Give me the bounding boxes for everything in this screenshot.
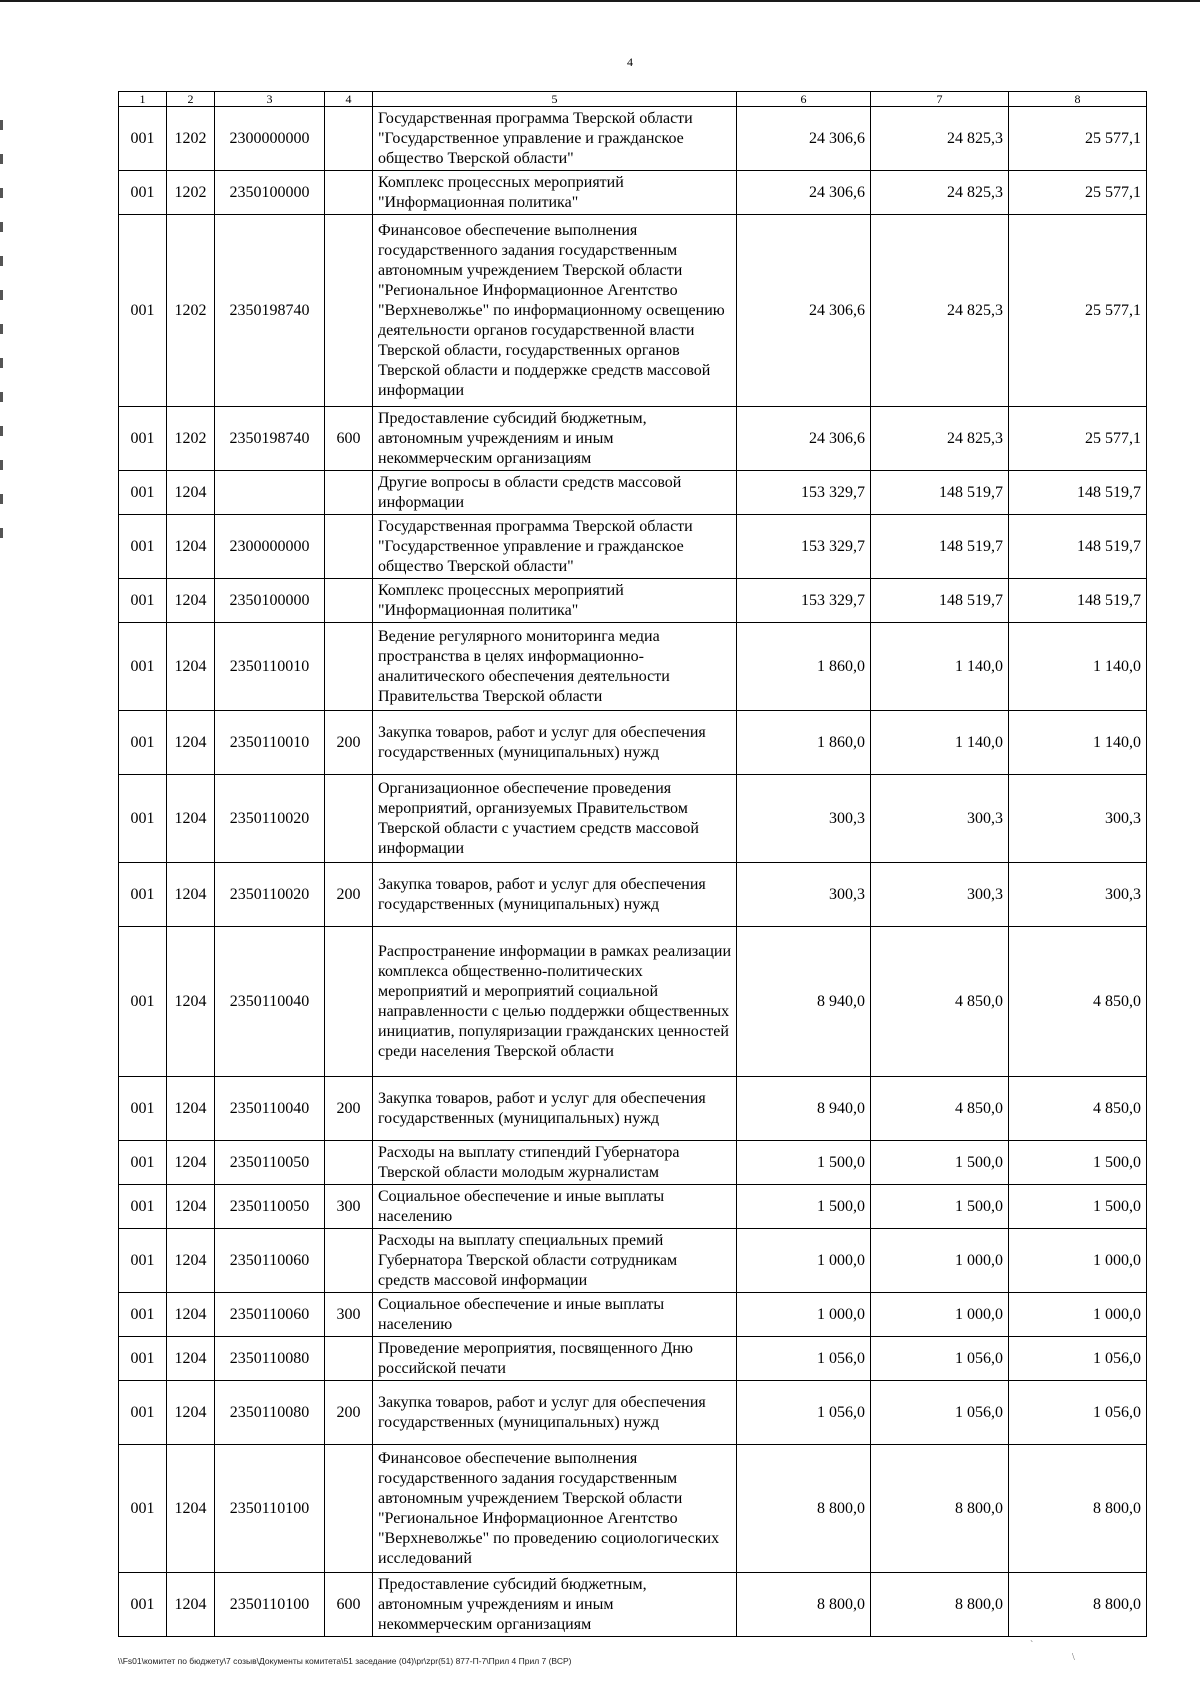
target-article-code: 2300000000 xyxy=(215,107,325,171)
section-code: 1204 xyxy=(167,1445,215,1573)
ministry-code: 001 xyxy=(119,1141,167,1185)
amount-col7: 24 825,3 xyxy=(871,407,1009,471)
ministry-code: 001 xyxy=(119,1185,167,1229)
column-header: 4 xyxy=(325,92,373,107)
item-name: Расходы на выплату специальных премий Губернатора Тверской области сотрудникам средств массовой информации xyxy=(373,1229,737,1293)
amount-col6: 24 306,6 xyxy=(737,107,871,171)
table-row xyxy=(119,215,1147,407)
item-name: Закупка товаров, работ и услуг для обеспечения государственных (муниципальных) нужд xyxy=(373,1381,737,1445)
section-code: 1202 xyxy=(167,407,215,471)
ministry-code: 001 xyxy=(119,711,167,775)
ministry-code: 001 xyxy=(119,1445,167,1573)
item-name: Финансовое обеспечение выполнения государственного задания государственным автономным учреждением Тверской области "Региональное Информационное Агентство "Верхневолжье" по проведению социологических исследований xyxy=(373,1445,737,1573)
target-article-code: 2350110040 xyxy=(215,927,325,1077)
expense-type-code xyxy=(325,775,373,863)
amount-col8: 1 000,0 xyxy=(1009,1293,1147,1337)
page-number: 4 xyxy=(627,55,633,69)
expense-type-code xyxy=(325,623,373,711)
section-code: 1204 xyxy=(167,1229,215,1293)
section-code: 1204 xyxy=(167,623,215,711)
item-name: Ведение регулярного мониторинга медиа пространства в целях информационно-аналитического обеспечения деятельности Правительства Тверской области xyxy=(373,623,737,711)
ministry-code: 001 xyxy=(119,1229,167,1293)
item-name: Комплекс процессных мероприятий "Информационная политика" xyxy=(373,171,737,215)
target-article-code: 2350110050 xyxy=(215,1185,325,1229)
scan-speck: ` xyxy=(1030,1640,1034,1651)
column-header: 7 xyxy=(871,92,1009,107)
section-code: 1202 xyxy=(167,107,215,171)
amount-col8: 8 800,0 xyxy=(1009,1573,1147,1637)
expense-type-code xyxy=(325,1229,373,1293)
table-row xyxy=(119,1337,1147,1381)
table-row xyxy=(119,863,1147,927)
ministry-code: 001 xyxy=(119,407,167,471)
amount-col8: 8 800,0 xyxy=(1009,1445,1147,1573)
amount-col6: 24 306,6 xyxy=(737,407,871,471)
table-row xyxy=(119,927,1147,1077)
amount-col8: 4 850,0 xyxy=(1009,1077,1147,1141)
table-row xyxy=(119,471,1147,515)
section-code: 1204 xyxy=(167,1185,215,1229)
expense-type-code xyxy=(325,927,373,1077)
section-code: 1204 xyxy=(167,1141,215,1185)
amount-col6: 300,3 xyxy=(737,775,871,863)
amount-col6: 1 056,0 xyxy=(737,1381,871,1445)
budget-table xyxy=(118,91,1147,1637)
expense-type-code xyxy=(325,171,373,215)
expense-type-code: 600 xyxy=(325,1573,373,1637)
ministry-code: 001 xyxy=(119,1077,167,1141)
amount-col6: 1 500,0 xyxy=(737,1185,871,1229)
table-row xyxy=(119,1445,1147,1573)
amount-col8: 1 056,0 xyxy=(1009,1381,1147,1445)
item-name: Предоставление субсидий бюджетным, автономным учреждениям и иным некоммерческим организациям xyxy=(373,407,737,471)
ministry-code: 001 xyxy=(119,775,167,863)
amount-col8: 25 577,1 xyxy=(1009,407,1147,471)
amount-col8: 148 519,7 xyxy=(1009,515,1147,579)
amount-col7: 1 000,0 xyxy=(871,1293,1009,1337)
column-header: 1 xyxy=(119,92,167,107)
amount-col8: 25 577,1 xyxy=(1009,171,1147,215)
ministry-code: 001 xyxy=(119,171,167,215)
ministry-code: 001 xyxy=(119,107,167,171)
expense-type-code xyxy=(325,515,373,579)
table-row xyxy=(119,1229,1147,1293)
amount-col6: 1 860,0 xyxy=(737,623,871,711)
table-row xyxy=(119,171,1147,215)
amount-col7: 148 519,7 xyxy=(871,471,1009,515)
expense-type-code xyxy=(325,107,373,171)
expense-type-code xyxy=(325,579,373,623)
item-name: Проведение мероприятия, посвященного Дню российской печати xyxy=(373,1337,737,1381)
target-article-code: 2350110040 xyxy=(215,1077,325,1141)
target-article-code: 2350110010 xyxy=(215,623,325,711)
scan-top-edge xyxy=(0,0,1200,2)
item-name: Организационное обеспечение проведения мероприятий, организуемых Правительством Тверской области с участием средств массовой информации xyxy=(373,775,737,863)
target-article-code: 2350110020 xyxy=(215,775,325,863)
expense-type-code xyxy=(325,1337,373,1381)
amount-col6: 153 329,7 xyxy=(737,515,871,579)
amount-col6: 153 329,7 xyxy=(737,579,871,623)
expense-type-code: 200 xyxy=(325,711,373,775)
target-article-code: 2350110010 xyxy=(215,711,325,775)
target-article-code: 2350110060 xyxy=(215,1229,325,1293)
ministry-code: 001 xyxy=(119,863,167,927)
table-row xyxy=(119,711,1147,775)
expense-type-code xyxy=(325,1445,373,1573)
target-article-code: 2350110100 xyxy=(215,1573,325,1637)
expense-type-code: 600 xyxy=(325,407,373,471)
ministry-code: 001 xyxy=(119,471,167,515)
amount-col6: 24 306,6 xyxy=(737,171,871,215)
ministry-code: 001 xyxy=(119,1337,167,1381)
item-name: Закупка товаров, работ и услуг для обеспечения государственных (муниципальных) нужд xyxy=(373,1077,737,1141)
target-article-code: 2300000000 xyxy=(215,515,325,579)
expense-type-code: 200 xyxy=(325,863,373,927)
table-row xyxy=(119,623,1147,711)
ministry-code: 001 xyxy=(119,1381,167,1445)
target-article-code: 2350110080 xyxy=(215,1381,325,1445)
section-code: 1204 xyxy=(167,711,215,775)
target-article-code: 2350100000 xyxy=(215,579,325,623)
column-header: 5 xyxy=(373,92,737,107)
expense-type-code: 300 xyxy=(325,1293,373,1337)
table-row xyxy=(119,775,1147,863)
amount-col7: 1 000,0 xyxy=(871,1229,1009,1293)
amount-col8: 25 577,1 xyxy=(1009,215,1147,407)
expense-type-code xyxy=(325,1141,373,1185)
target-article-code: 2350110060 xyxy=(215,1293,325,1337)
section-code: 1204 xyxy=(167,471,215,515)
ministry-code: 001 xyxy=(119,579,167,623)
expense-type-code xyxy=(325,215,373,407)
section-code: 1204 xyxy=(167,515,215,579)
amount-col7: 300,3 xyxy=(871,863,1009,927)
scan-speck: \ xyxy=(1072,1652,1075,1663)
amount-col8: 300,3 xyxy=(1009,775,1147,863)
target-article-code: 2350110050 xyxy=(215,1141,325,1185)
amount-col8: 1 500,0 xyxy=(1009,1185,1147,1229)
item-name: Государственная программа Тверской области "Государственное управление и гражданское общество Тверской области" xyxy=(373,107,737,171)
section-code: 1204 xyxy=(167,1573,215,1637)
amount-col8: 1 140,0 xyxy=(1009,623,1147,711)
column-header: 6 xyxy=(737,92,871,107)
amount-col7: 4 850,0 xyxy=(871,1077,1009,1141)
ministry-code: 001 xyxy=(119,1573,167,1637)
amount-col6: 8 800,0 xyxy=(737,1445,871,1573)
amount-col6: 24 306,6 xyxy=(737,215,871,407)
amount-col8: 25 577,1 xyxy=(1009,107,1147,171)
amount-col7: 24 825,3 xyxy=(871,107,1009,171)
column-header-row xyxy=(119,92,1147,107)
section-code: 1204 xyxy=(167,1381,215,1445)
column-header: 3 xyxy=(215,92,325,107)
table-row xyxy=(119,107,1147,171)
section-code: 1204 xyxy=(167,775,215,863)
target-article-code: 2350198740 xyxy=(215,407,325,471)
target-article-code: 2350110080 xyxy=(215,1337,325,1381)
amount-col8: 1 140,0 xyxy=(1009,711,1147,775)
column-header: 8 xyxy=(1009,92,1147,107)
section-code: 1204 xyxy=(167,1337,215,1381)
amount-col6: 1 000,0 xyxy=(737,1229,871,1293)
scan-binding-marks xyxy=(0,120,3,540)
section-code: 1204 xyxy=(167,927,215,1077)
item-name: Государственная программа Тверской области "Государственное управление и гражданское общество Тверской области" xyxy=(373,515,737,579)
ministry-code: 001 xyxy=(119,215,167,407)
item-name: Комплекс процессных мероприятий "Информационная политика" xyxy=(373,579,737,623)
section-code: 1202 xyxy=(167,171,215,215)
expense-type-code: 200 xyxy=(325,1381,373,1445)
amount-col7: 1 140,0 xyxy=(871,711,1009,775)
file-path-footer: \\Fs01\комитет по бюджету\7 созыв\Документы комитета\51 заседание (04)\pr\zpr(51) 877-П-7\Прил 4 Прил 7 (ВСР) xyxy=(118,1656,572,1666)
amount-col7: 300,3 xyxy=(871,775,1009,863)
amount-col7: 148 519,7 xyxy=(871,579,1009,623)
ministry-code: 001 xyxy=(119,623,167,711)
item-name: Социальное обеспечение и иные выплаты населению xyxy=(373,1293,737,1337)
amount-col6: 1 056,0 xyxy=(737,1337,871,1381)
section-code: 1204 xyxy=(167,579,215,623)
item-name: Расходы на выплату стипендий Губернатора Тверской области молодым журналистам xyxy=(373,1141,737,1185)
ministry-code: 001 xyxy=(119,1293,167,1337)
expense-type-code: 300 xyxy=(325,1185,373,1229)
section-code: 1204 xyxy=(167,1293,215,1337)
amount-col8: 148 519,7 xyxy=(1009,579,1147,623)
amount-col8: 1 500,0 xyxy=(1009,1141,1147,1185)
amount-col6: 8 800,0 xyxy=(737,1573,871,1637)
expense-type-code xyxy=(325,471,373,515)
table-row xyxy=(119,579,1147,623)
amount-col6: 8 940,0 xyxy=(737,1077,871,1141)
target-article-code: 2350100000 xyxy=(215,171,325,215)
item-name: Другие вопросы в области средств массовой информации xyxy=(373,471,737,515)
amount-col7: 1 500,0 xyxy=(871,1185,1009,1229)
item-name: Предоставление субсидий бюджетным, автономным учреждениям и иным некоммерческим организациям xyxy=(373,1573,737,1637)
amount-col7: 148 519,7 xyxy=(871,515,1009,579)
item-name: Распространение информации в рамках реализации комплекса общественно-политических мероприятий и мероприятий социальной направленности с целью поддержки общественных инициатив, популяризации гражданских ценностей среди населения Тверской области xyxy=(373,927,737,1077)
amount-col7: 8 800,0 xyxy=(871,1573,1009,1637)
target-article-code: 2350110100 xyxy=(215,1445,325,1573)
amount-col6: 1 500,0 xyxy=(737,1141,871,1185)
section-code: 1204 xyxy=(167,1077,215,1141)
table-row xyxy=(119,407,1147,471)
amount-col7: 1 500,0 xyxy=(871,1141,1009,1185)
amount-col8: 1 056,0 xyxy=(1009,1337,1147,1381)
amount-col8: 148 519,7 xyxy=(1009,471,1147,515)
amount-col8: 300,3 xyxy=(1009,863,1147,927)
table-row xyxy=(119,1141,1147,1185)
amount-col6: 1 000,0 xyxy=(737,1293,871,1337)
section-code: 1204 xyxy=(167,863,215,927)
amount-col8: 4 850,0 xyxy=(1009,927,1147,1077)
item-name: Социальное обеспечение и иные выплаты населению xyxy=(373,1185,737,1229)
target-article-code xyxy=(215,471,325,515)
amount-col7: 8 800,0 xyxy=(871,1445,1009,1573)
item-name: Финансовое обеспечение выполнения государственного задания государственным автономным учреждением Тверской области "Региональное Информационное Агентство "Верхневолжье" по информационному освещению деятельности органов государственной власти Тверской области, государственных органов Тверской области и поддержке средств массовой информации xyxy=(373,215,737,407)
table-row xyxy=(119,1381,1147,1445)
table-row xyxy=(119,515,1147,579)
amount-col8: 1 000,0 xyxy=(1009,1229,1147,1293)
table-row xyxy=(119,1573,1147,1637)
target-article-code: 2350198740 xyxy=(215,215,325,407)
amount-col7: 1 056,0 xyxy=(871,1337,1009,1381)
ministry-code: 001 xyxy=(119,927,167,1077)
item-name: Закупка товаров, работ и услуг для обеспечения государственных (муниципальных) нужд xyxy=(373,863,737,927)
amount-col6: 8 940,0 xyxy=(737,927,871,1077)
amount-col6: 153 329,7 xyxy=(737,471,871,515)
table-row xyxy=(119,1293,1147,1337)
column-header: 2 xyxy=(167,92,215,107)
amount-col7: 24 825,3 xyxy=(871,171,1009,215)
item-name: Закупка товаров, работ и услуг для обеспечения государственных (муниципальных) нужд xyxy=(373,711,737,775)
amount-col7: 1 140,0 xyxy=(871,623,1009,711)
table-row xyxy=(119,1185,1147,1229)
expense-type-code: 200 xyxy=(325,1077,373,1141)
amount-col7: 24 825,3 xyxy=(871,215,1009,407)
amount-col7: 1 056,0 xyxy=(871,1381,1009,1445)
amount-col6: 1 860,0 xyxy=(737,711,871,775)
target-article-code: 2350110020 xyxy=(215,863,325,927)
table-row xyxy=(119,1077,1147,1141)
amount-col6: 300,3 xyxy=(737,863,871,927)
ministry-code: 001 xyxy=(119,515,167,579)
amount-col7: 4 850,0 xyxy=(871,927,1009,1077)
section-code: 1202 xyxy=(167,215,215,407)
